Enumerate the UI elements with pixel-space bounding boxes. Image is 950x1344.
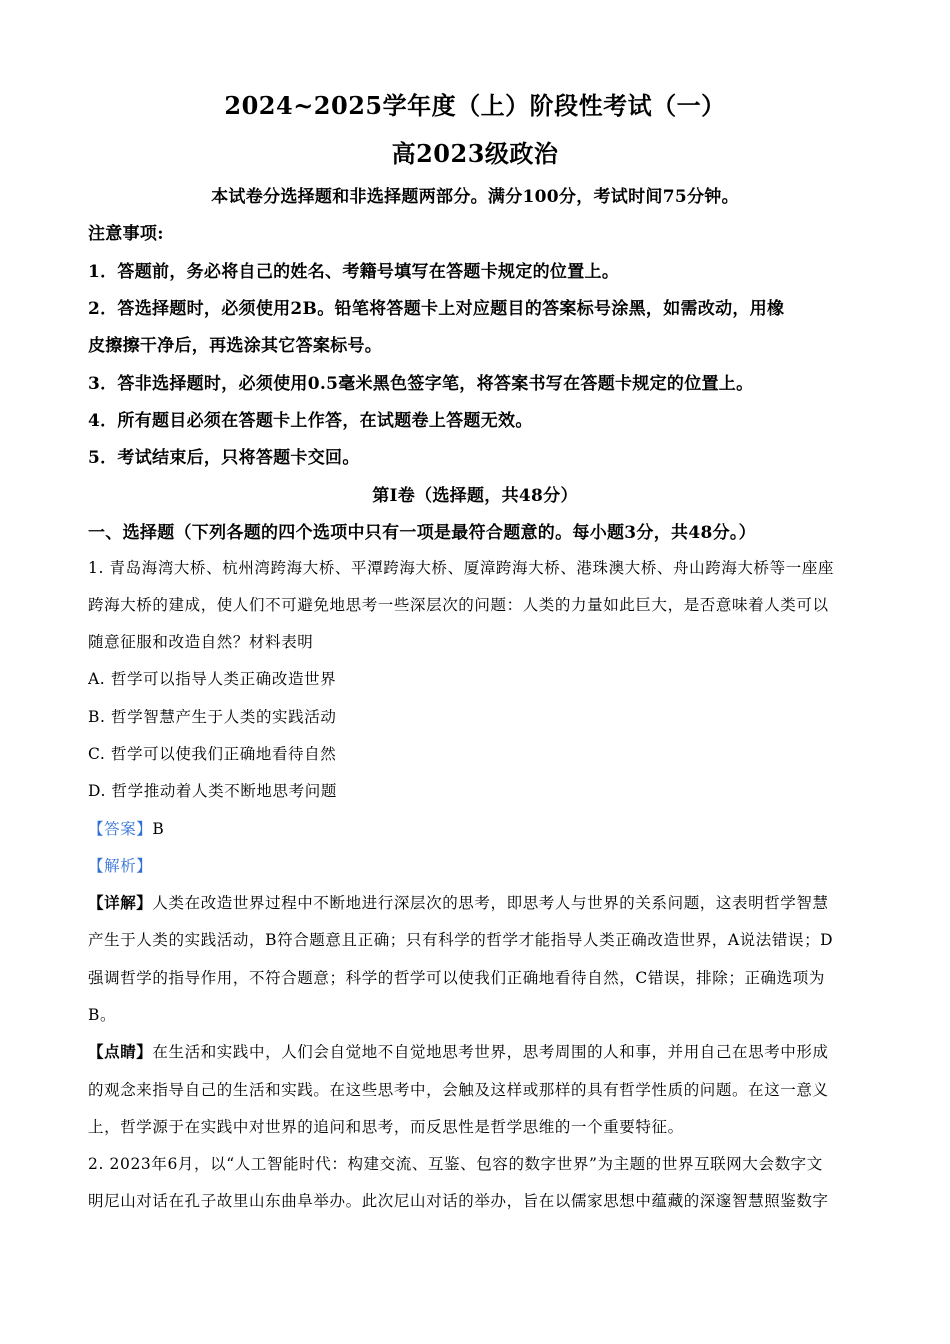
- option-b: B. 哲学智慧产生于人类的实践活动: [88, 708, 337, 726]
- section-heading: 一、选择题（下列各题的四个选项中只有一项是最符合题意的。每小题3分，共48分。）: [88, 523, 756, 543]
- detail-line: [88, 891, 868, 913]
- exam-subtitle: 高2023级政治: [391, 139, 559, 168]
- detail-text: 产生于人类的实践活动，B符合题意且正确；只有科学的哲学才能指导人类正确改造世界，A说法错误；D: [88, 931, 834, 949]
- notice-item: 3．答非选择题时，必须使用0.5毫米黑色签字笔，将答案书写在答题卡规定的位置上。: [88, 374, 754, 394]
- part-title: 第Ⅰ卷（选择题，共48分）: [372, 486, 578, 506]
- answer-tag: 【答案】: [88, 820, 153, 838]
- notice-item: 皮擦擦干净后，再选涂其它答案标号。: [88, 336, 383, 356]
- tip-tag: 【点睛】: [88, 1042, 153, 1061]
- analysis-line: [88, 854, 868, 876]
- notice-item: 5．考试结束后，只将答题卡交回。: [88, 448, 360, 468]
- exam-intro: 本试卷分选择题和非选择题两部分。满分100分，考试时间75分钟。: [211, 187, 739, 207]
- detail-text: B。: [88, 1006, 117, 1024]
- analysis-tag: 【解析】: [88, 857, 153, 875]
- question-stem: 明尼山对话在孔子故里山东曲阜举办。此次尼山对话的举办，旨在以儒家思想中蕴藏的深邃智慧照鉴数字: [88, 1192, 829, 1210]
- notice-item: 1．答题前，务必将自己的姓名、考籍号填写在答题卡规定的位置上。: [88, 262, 620, 282]
- tip-text: 在生活和实践中，人们会自觉地不自觉地思考世界，思考周围的人和事，并用自己在思考中形成: [152, 1043, 829, 1061]
- option-d: D. 哲学推动着人类不断地思考问题: [88, 782, 337, 800]
- answer-line: [88, 817, 868, 839]
- detail-text: 强调哲学的指导作用，不符合题意；科学的哲学可以使我们正确地看待自然，C错误，排除；正确选项为: [88, 969, 825, 987]
- exam-title: 2024~2025学年度（上）阶段性考试（一）: [224, 91, 726, 120]
- question-stem: 2. 2023年6月，以“人工智能时代：构建交流、互鉴、包容的数字世界”为主题的世界互联网大会数字文: [88, 1155, 823, 1173]
- detail-tag: 【详解】: [88, 893, 153, 912]
- notice-item: 2．答选择题时，必须使用2B。铅笔将答题卡上对应题目的答案标号涂黑，如需改动，用橡: [88, 299, 785, 319]
- notice-heading: 注意事项:: [88, 224, 164, 244]
- option-c: C. 哲学可以使我们正确地看待自然: [88, 745, 337, 763]
- question-stem: 跨海大桥的建成，使人们不可避免地思考一些深层次的问题：人类的力量如此巨大，是否意味着人类可以: [88, 596, 829, 614]
- question-stem: 1. 青岛海湾大桥、杭州湾跨海大桥、平潭跨海大桥、厦漳跨海大桥、港珠澳大桥、舟山跨海大桥等一座座: [88, 559, 835, 577]
- tip-text: 上，哲学源于在实践中对世界的追问和思考，而反思性是哲学思维的一个重要特征。: [88, 1118, 684, 1136]
- answer-value: B: [152, 820, 165, 838]
- option-a: A. 哲学可以指导人类正确改造世界: [88, 670, 337, 688]
- question-stem: 随意征服和改造自然？材料表明: [88, 633, 314, 651]
- tip-text: 的观念来指导自己的生活和实践。在这些思考中，会触及这样或那样的具有哲学性质的问题。在这一意义: [88, 1081, 829, 1099]
- detail-text: 人类在改造世界过程中不断地进行深层次的思考，即思考人与世界的关系问题，这表明哲学智慧: [152, 894, 829, 912]
- tip-line: [88, 1040, 868, 1062]
- notice-item: 4．所有题目必须在答题卡上作答，在试题卷上答题无效。: [88, 411, 533, 431]
